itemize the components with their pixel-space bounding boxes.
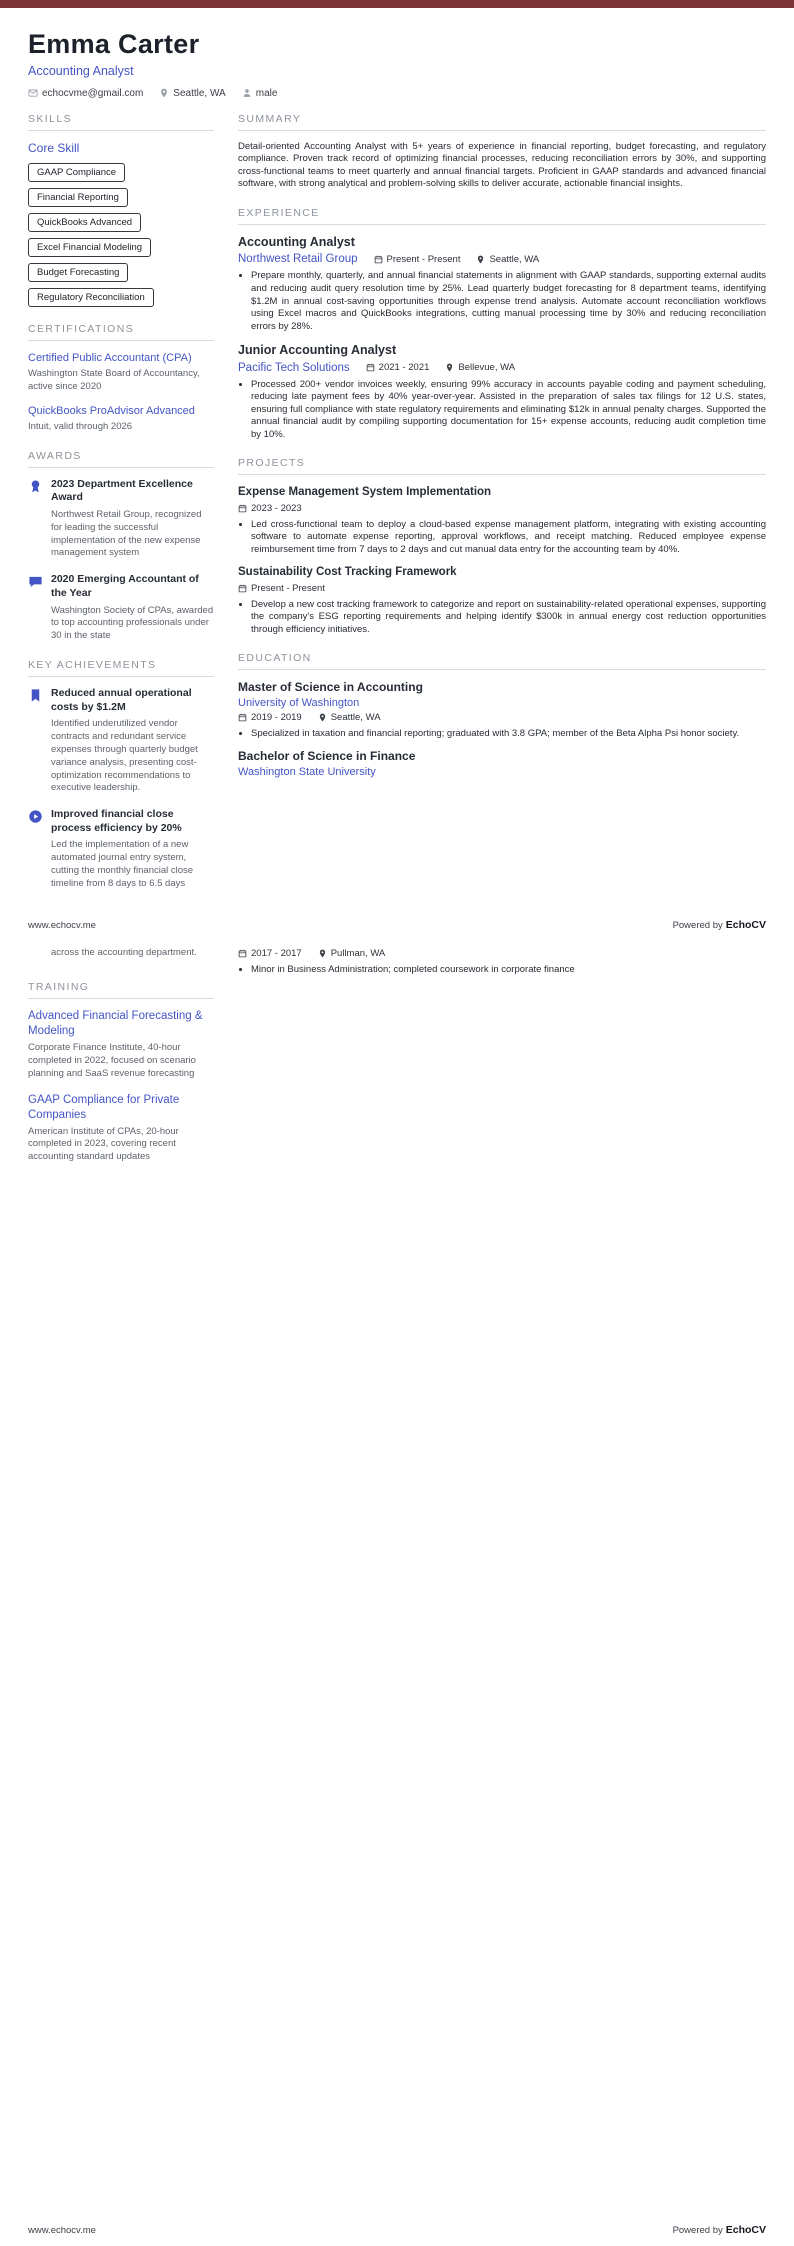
experience-item [238,343,766,441]
education-bullets [238,964,766,977]
project-title: Expense Management System Implementation [238,486,492,499]
project-bullet: • Develop a new cost tracking framework to categorize and report on sustainability-related operational expenses, supporting the company's ESG reporting requirements and helping identify $300k in annual energy cost reduction opportunities through efficiency initiatives. [251,599,766,637]
skill-group-title: Core Skill [28,140,80,155]
education-meta-row [238,948,766,959]
training-item [28,1009,214,1080]
project-item [238,485,766,556]
contact-location: Seattle, WA [173,87,226,99]
section-skills [28,113,214,307]
contact-gender-item [242,88,278,99]
training-title-link[interactable]: Advanced Financial Forecasting & Modeling [28,1010,203,1038]
award-item [28,573,214,643]
calendar-icon [374,255,383,264]
footer-url-link[interactable]: www.echocv.me [28,2225,96,2236]
contact-row [28,88,766,99]
school-link[interactable]: Washington State University [238,765,376,778]
brand-name: EchoCV [725,918,766,931]
award-item [28,478,214,561]
achievement-title: Improved financial close process efficiency by 20% [51,808,182,834]
top-accent-bar [0,0,794,8]
chat-bubble-icon [28,574,43,589]
powered-by [673,919,766,931]
location-pin-icon [159,88,169,98]
project-dates-item [238,583,325,594]
page-1-columns [0,99,794,907]
play-circle-icon [28,809,43,824]
company-link[interactable]: Northwest Retail Group [238,253,358,266]
education-dates-item [238,948,302,959]
certifications-heading: CERTIFICATIONS [28,323,214,341]
skill-pill: QuickBooks Advanced [28,213,141,232]
achievement-item [28,808,214,891]
calendar-icon [238,504,247,513]
achievement-desc: Identified underutilized vendor contracts and redundant service expenses through quarterly budget variance analysis, presenting cost-optimization recommendations to executive leadership. [51,718,198,794]
certification-title-link[interactable]: QuickBooks ProAdvisor Advanced [28,404,195,417]
education-item-continued [238,948,766,977]
achievement-item [28,687,214,795]
certification-title-link[interactable]: Certified Public Accountant (CPA) [28,351,192,364]
header [0,8,794,99]
page-1-footer [0,907,794,941]
projects-heading: PROJECTS [238,457,766,475]
school-link[interactable]: University of Washington [238,697,360,710]
company-link[interactable]: Pacific Tech Solutions [238,361,350,374]
main-column [238,113,766,794]
education-location: Pullman, WA [330,947,386,959]
project-meta-row [238,503,766,514]
contact-gender: male [255,87,278,99]
bookmark-icon [28,688,43,703]
powered-by-prefix: Powered by [672,2225,723,2236]
calendar-icon [238,584,247,593]
blank-page-area [0,1180,794,2212]
education-location: Seattle, WA [330,712,381,724]
education-location-item [318,712,381,723]
job-title: Junior Accounting Analyst [238,343,397,358]
project-dates: 2023 - 2023 [251,502,302,514]
training-item [28,1093,214,1164]
education-bullets [238,728,766,741]
achievement-title: Reduced annual operational costs by $1.2M [51,686,192,713]
footer-url-link[interactable]: www.echocv.me [28,919,96,931]
contact-email-item [28,88,143,99]
summary-heading: SUMMARY [238,113,766,131]
award-body [51,573,214,643]
job-meta-row [238,253,766,265]
contact-email: echocvme@gmail.com [42,87,144,99]
achievement-body [51,808,214,891]
education-heading: EDUCATION [238,652,766,670]
job-bullets [238,379,766,442]
project-bullet: • Led cross-functional team to deploy a cloud-based expense management platform, integrating with existing accounting software to automate expense reporting, approval workflows, and receipt matching. Reduced employee expense reimbursement time from 7 days to 2 days and cut manual data entry for the accounting team by 40%. [251,519,766,557]
certification-desc: Intuit, valid through 2026 [28,420,133,432]
job-dates: Present - Present [386,253,461,265]
summary-text: Detail-oriented Accounting Analyst with 5+ years of experience in financial reporting, budget forecasting, and regulatory compliance. Proven track record of optimizing financial processes, reducing reconciliation errors by 30%, and supporting cross-functional teams to meet quarterly and annual financial targets. Proficient in GAAP standards and advanced financial software, with strong analytical and problem-solving skills to deliver accurate, actionable financial insights. [238,140,766,190]
skills-heading: SKILLS [28,113,214,131]
experience-heading: EXPERIENCE [238,207,766,225]
project-item [238,565,766,636]
candidate-name: Emma Carter [28,29,200,59]
experience-item [238,235,766,333]
skill-pill: Budget Forecasting [28,263,128,282]
education-item [238,680,766,741]
job-location-item [476,254,539,265]
education-location-item [318,948,386,959]
candidate-job-title: Accounting Analyst [28,63,134,78]
section-certifications [28,323,214,434]
certification-desc: Washington State Board of Accountancy, active since 2020 [28,367,200,392]
location-pin-icon [476,255,485,264]
location-pin-icon [318,713,327,722]
education-bullet: • Minor in Business Administration; completed coursework in corporate finance [251,964,766,977]
achievements-heading: KEY ACHIEVEMENTS [28,659,214,677]
degree-title: Bachelor of Science in Finance [238,748,416,763]
degree-title: Master of Science in Accounting [238,680,423,695]
sidebar-column-page-2 [28,945,214,1180]
job-bullet: • Processed 200+ vendor invoices weekly, ensuring 99% accuracy in accounts payable coding and payment scheduling, reducing late payment fees by 40% year-over-year. Assisted in the preparation of sales tax filings for 12 U.S. states, ensuring full compliance with state regulatory requirements and eliminating $12k in annual penalty charges. Supported the annual financial audit by compiling supporting documentation for 15+ expense accounts, reducing audit completion time by 10%. [251,379,766,442]
job-dates: 2021 - 2021 [378,362,430,374]
calendar-icon [238,949,247,958]
section-education [238,652,766,778]
education-bullet: • Specialized in taxation and financial reporting; graduated with 3.8 GPA; member of the Beta Alpha Psi honor society. [251,728,766,741]
calendar-icon [366,363,375,372]
skill-pill: Financial Reporting [28,188,128,207]
location-pin-icon [318,949,327,958]
calendar-icon [238,713,247,722]
page-2-footer [0,2212,794,2246]
main-column-page-2 [238,945,766,985]
location-pin-icon [445,363,454,372]
section-summary [238,113,766,191]
award-desc: Washington Society of CPAs, awarded to top accounting professionals under 30 in the state [51,604,214,642]
skill-pill: Regulatory Reconciliation [28,288,154,307]
project-bullets [238,599,766,637]
education-meta-row [238,712,766,723]
skill-pill: GAAP Compliance [28,163,125,182]
achievement-body [51,687,214,795]
project-bullets [238,519,766,557]
section-key-achievements [28,659,214,891]
award-title: 2023 Department Excellence Award [51,477,193,504]
skill-pill: Excel Financial Modeling [28,238,151,257]
certification-item [28,404,214,434]
job-bullets [238,270,766,333]
section-experience [238,207,766,442]
brand-name: EchoCV [725,2224,766,2236]
powered-by [673,2224,766,2236]
section-projects [238,457,766,636]
achievement-desc-continued: across the accounting department. [51,946,197,958]
training-desc: Corporate Finance Institute, 40-hour completed in 2022, focused on scenario planning and SaaS revenue forecasting [28,1042,196,1079]
education-dates: 2017 - 2017 [251,947,302,959]
project-dates-item [238,503,302,514]
page-2-columns [0,941,794,1180]
achievement-desc: Led the implementation of a new automated journal entry system, cutting the monthly financial close timeline from 8 days to 6.5 days [51,839,194,889]
job-location: Seattle, WA [489,253,540,265]
award-body [51,478,214,561]
education-dates: 2019 - 2019 [251,712,302,724]
job-bullet: • Prepare monthly, quarterly, and annual financial statements in alignment with GAAP standards, supporting external audits and reducing audit query resolution time by 25%. Lead quarterly budget forecasting for 8 department teams, identifying $1.2M in annual cost-saving opportunities through expense trend analysis. Automate account reconciliation workflows using Excel macros and QuickBooks integrations, cutting manual processing time by 30% and reducing reconciliation errors by 28%. [251,270,766,333]
medal-icon [28,479,43,494]
person-icon [242,88,252,98]
section-training [28,981,214,1164]
job-dates-item [366,362,430,373]
training-desc: American Institute of CPAs, 20-hour completed in 2023, covering recent accounting standard updates [28,1125,179,1163]
job-location-item [445,362,515,373]
award-desc: Northwest Retail Group, recognized for leading the successful implementation of the new expense management system [51,509,202,559]
award-title: 2020 Emerging Accountant of the Year [51,573,199,599]
project-title: Sustainability Cost Tracking Framework [238,566,457,579]
job-title: Accounting Analyst [238,234,355,249]
section-awards [28,450,214,643]
sidebar-column [28,113,214,907]
certification-item [28,351,214,394]
email-icon [28,88,38,98]
job-dates-item [374,254,461,265]
project-dates: Present - Present [251,582,325,594]
training-heading: TRAINING [28,981,214,999]
education-dates-item [238,712,302,723]
contact-location-item [159,88,225,99]
powered-by-prefix: Powered by [672,919,723,931]
project-meta-row [238,583,766,594]
awards-heading: AWARDS [28,450,214,468]
education-item [238,749,766,778]
job-location: Bellevue, WA [458,362,516,374]
training-title-link[interactable]: GAAP Compliance for Private Companies [28,1093,180,1121]
job-meta-row [238,362,766,374]
